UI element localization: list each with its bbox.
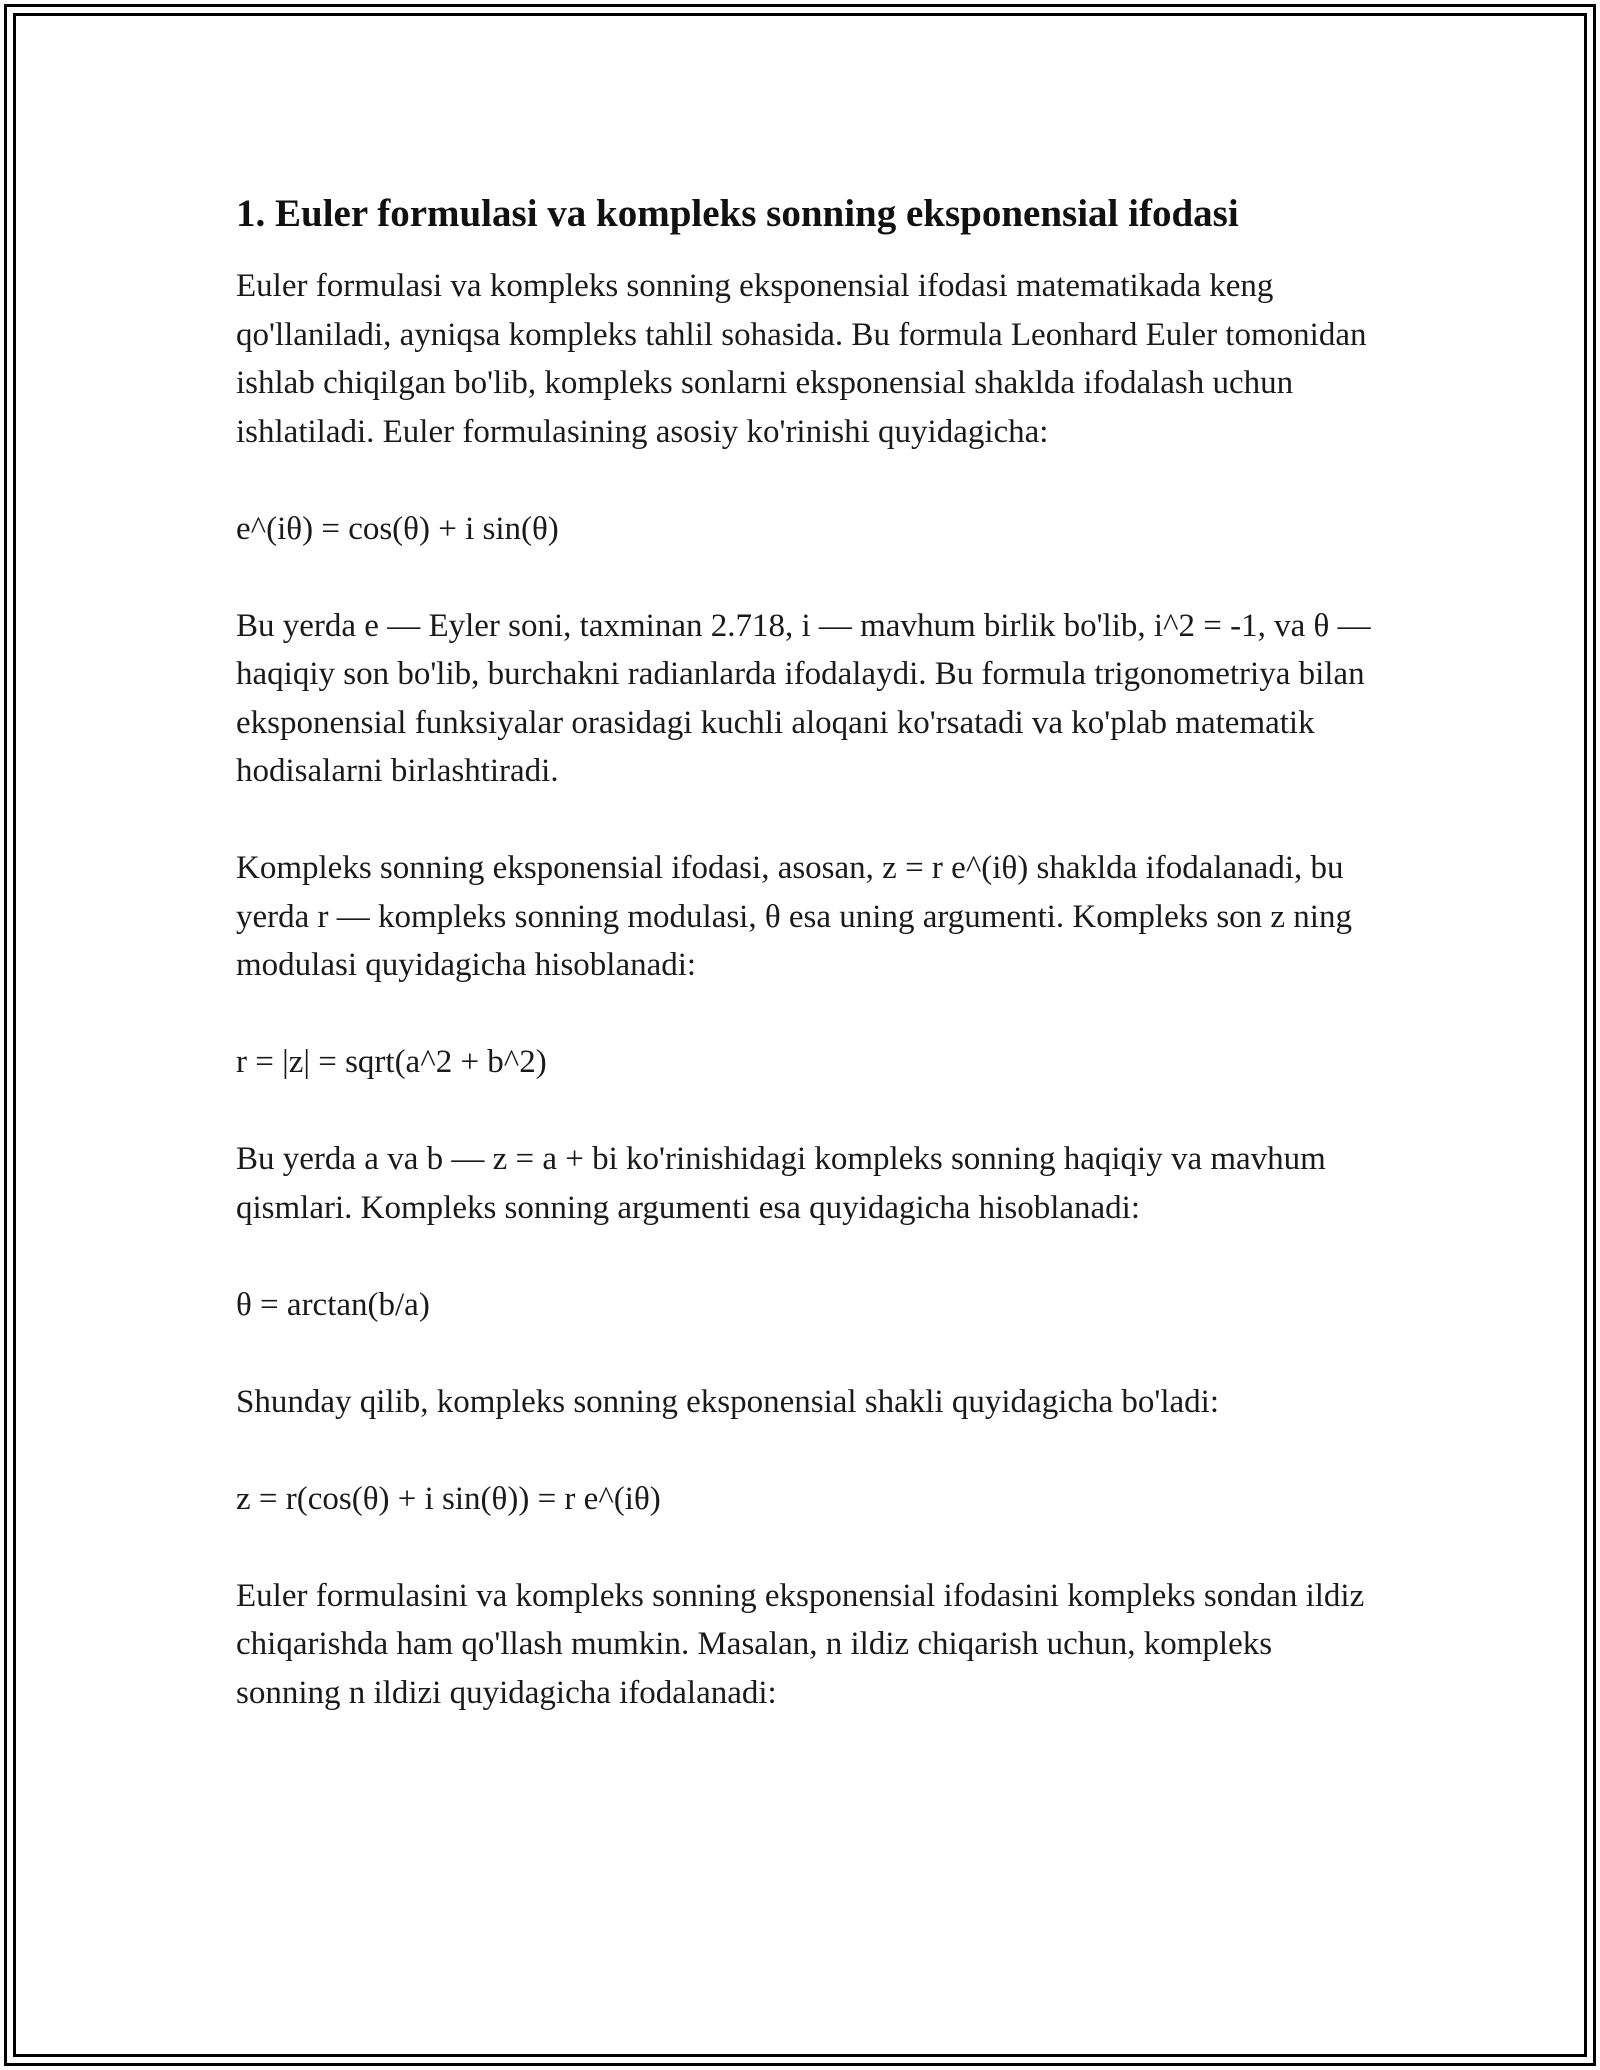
paragraph-definitions: Bu yerda e — Eyler soni, taxminan 2.718, i — mavhum birlik bo'lib, i^2 = -1, va θ — haqiqiy son bo'lib, burchakni radianlarda ifodalaydi. Bu formula trigonometriya bilan eksponensial funksiyalar orasidagi kuchli aloqani ko'rsatadi va ko'plab matematik hodisalarni birlashtiradi. — [236, 607, 1371, 789]
paragraph-real-imaginary-parts: Bu yerda a va b — z = a + bi ko'rinishidagi kompleks sonning haqiqiy va mavhum qismlari. Kompleks sonning argumenti esa quyidagicha hisoblanadi: — [236, 1141, 1326, 1226]
formula-modulus: r = |z| = sqrt(a^2 + b^2) — [236, 1044, 547, 1080]
formula-polar-form: z = r(cos(θ) + i sin(θ)) = r e^(iθ) — [236, 1480, 661, 1517]
paragraph-exponential-shape: Shunday qilib, kompleks sonning eksponensial shakli quyidagicha bo'ladi: — [236, 1383, 1220, 1420]
paragraph-exponential-form: Kompleks sonning eksponensial ifodasi, asosan, z = r e^(iθ) shaklda ifodalanadi, bu yerda r — kompleks sonning modulasi, θ esa uning argumenti. Kompleks son z ning modulasi quyidagicha hisoblanadi: — [236, 850, 1352, 983]
paragraph-roots: Euler formulasini va kompleks sonning eksponensial ifodasini kompleks sondan ildiz chiqarishda ham qo'llash mumkin. Masalan, n ildiz chiqarish uchun, kompleks sonning n ildizi quyidagicha ifodalanadi: — [236, 1577, 1365, 1711]
section-title: 1. Euler formulasi va kompleks sonning eksponensial ifodasi — [236, 192, 1239, 235]
document-body — [236, 188, 1376, 1766]
formula-argument: θ = arctan(b/a) — [236, 1286, 430, 1323]
paragraph-intro: Euler formulasi va kompleks sonning eksponensial ifodasi matematikada keng qo'llaniladi, ayniqsa kompleks tahlil sohasida. Bu formula Leonhard Euler tomonidan ishlab chiqilgan bo'lib, kompleks sonlarni eksponensial shaklda ifodalash uchun ishlatiladi. Euler formulasining asosiy ko'rinishi quyidagicha: — [236, 268, 1367, 450]
formula-euler: e^(iθ) = cos(θ) + i sin(θ) — [236, 510, 559, 547]
